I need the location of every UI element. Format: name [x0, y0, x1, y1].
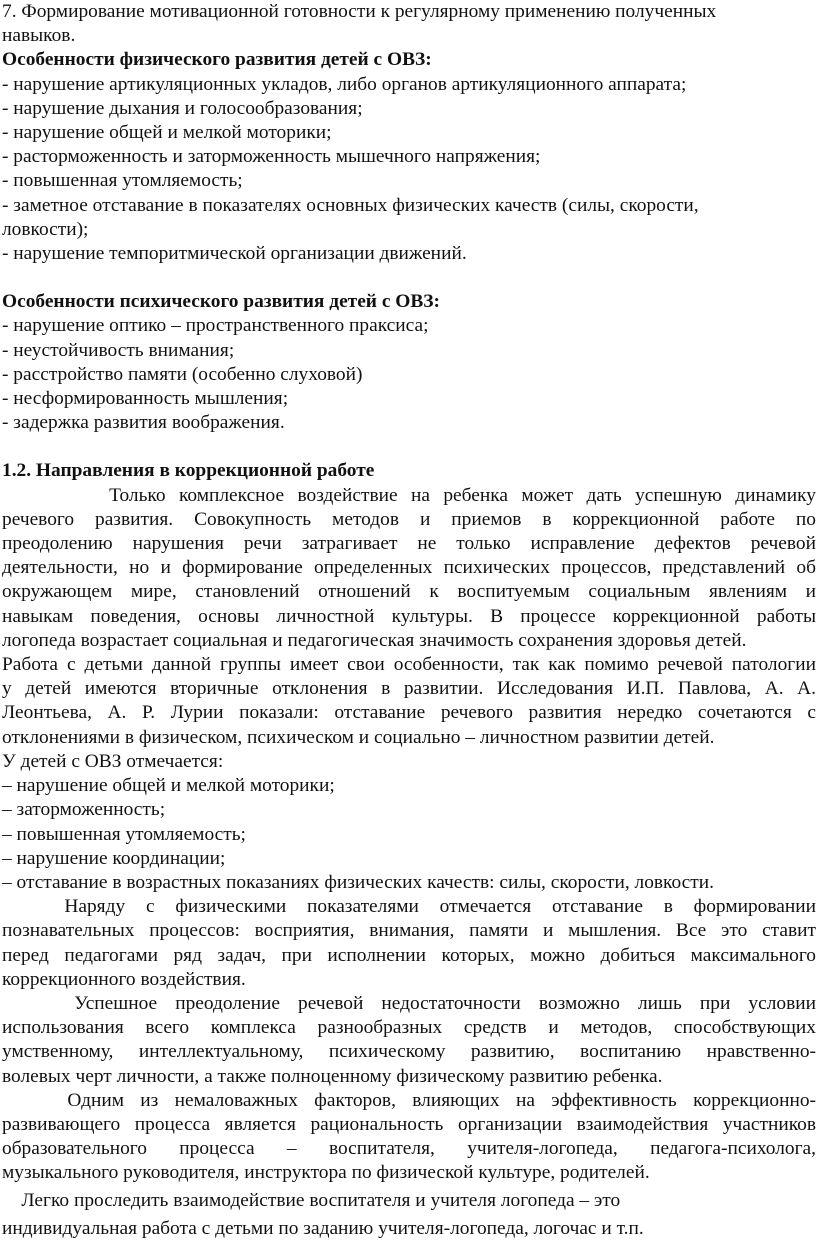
paragraph-line: умственному, интеллектуальному, психическому развитию, воспитанию нравственно- [2, 1041, 816, 1063]
list-item: - нарушение темпоритмической организации движений. [2, 243, 467, 265]
paragraph-line: познавательных процессов: восприятия, внимания, памяти и мышления. Все это ставит [2, 920, 816, 942]
mental-heading: Особенности психического развития детей с ОВЗ: [2, 291, 440, 313]
paragraph-line: у детей имеются вторичные отклонения в развитии. Исследования И.П. Павлова, А. А. [2, 678, 816, 700]
paragraph-line: Успешное преодоление речевой недостаточности возможно лишь при условии [2, 992, 816, 1014]
list-item: - расстройство памяти (особенно слуховой) [2, 363, 363, 385]
list-item: - нарушение артикуляционных укладов, либо органов артикуляционного аппарата; [2, 73, 687, 95]
paragraph-line: преодолению нарушения речи затрагивает не только исправление дефектов речевой [2, 533, 816, 555]
list-item: - задержка развития воображения. [2, 412, 285, 434]
paragraph-line: Наряду с физическими показателями отмечается отставание в формировании [2, 896, 816, 918]
spacer [2, 266, 816, 290]
paragraph-line: музыкального руководителя, инструктора по физической культуре, родителей. [2, 1162, 650, 1184]
paragraph-line: логопеда возрастает социальная и педагогическая значимость сохранения здоровья детей. [2, 629, 747, 651]
paragraph-line: Работа с детьми данной группы имеет свои особенности, так как помимо речевой патологии [2, 654, 816, 676]
list-item: – повышенная утомляемость; [2, 823, 246, 845]
paragraph-line: окружающем мире, становлений отношений к воспитуемым социальным явлениям и [2, 581, 816, 603]
paragraph-line: использования всего комплекса разнообразных средств и методов, способствующих [2, 1017, 816, 1039]
paragraph-line: деятельности, но и формирование определенных психических процессов, представлений об [2, 557, 816, 579]
paragraph-line: Только комплексное воздействие на ребенка может дать успешную динамику [2, 484, 816, 506]
intro-line: навыков. [2, 25, 76, 47]
paragraph-line: индивидуальная работа с детьми по заданию учителя-логопеда, логочас и т.п. [2, 1217, 644, 1239]
paragraph-line: волевых черт личности, а также полноценному физическому развитию ребенка. [2, 1065, 663, 1087]
list-item: - нарушение общей и мелкой моторики; [2, 122, 332, 144]
paragraph-line: Леонтьева, А. Р. Лурии показали: отставание речевого развития нередко сочетаются с [2, 702, 816, 724]
list-item: ловкости); [2, 218, 89, 240]
list-item: – отставание в возрастных показаниях физических качеств: силы, скорости, ловкости. [2, 871, 714, 893]
list-item: - расторможенность и заторможенность мышечного напряжения; [2, 146, 541, 168]
physical-heading: Особенности физического развития детей с ОВЗ: [2, 49, 432, 71]
paragraph-line: Одним из немаловажных факторов, влияющих на эффективность коррекционно- [2, 1089, 816, 1111]
list-item: - заметное отставание в показателях основных физических качеств (силы, скорости, [2, 194, 699, 216]
intro-line: 7. Формирование мотивационной готовности к регулярному применению полученных [2, 1, 717, 22]
paragraph-line: коррекционного воздействия. [2, 968, 246, 990]
paragraph-line: У детей с ОВЗ отмечается: [2, 750, 224, 772]
paragraph-line: отклонениями в физическом, психическом и социально – личностном развитии детей. [2, 726, 715, 748]
spacer [2, 435, 816, 459]
list-item: - нарушение оптико – пространственного праксиса; [2, 315, 429, 337]
list-item: – нарушение координации; [2, 847, 226, 869]
paragraph-line: навыкам поведения, основы личностной культуры. В процессе коррекционной работы [2, 605, 816, 627]
paragraph-line: речевого развития. Совокупность методов и приемов в коррекционной работе по [2, 508, 816, 530]
list-item: – заторможенность; [2, 799, 166, 821]
paragraph-line: развивающего процесса является рациональность организации взаимодействия участников [2, 1113, 816, 1135]
list-item: – нарушение общей и мелкой моторики; [2, 775, 335, 797]
list-item: - несформированность мышления; [2, 388, 289, 410]
paragraph-line: перед педагогами ряд задач, при исполнении которых, можно добиться максимального [2, 944, 816, 966]
paragraph-line: Легко проследить взаимодействие воспитателя и учителя логопеда – это [2, 1189, 621, 1211]
list-item: - неустойчивость внимания; [2, 339, 235, 361]
list-item: - нарушение дыхания и голосообразования; [2, 97, 363, 119]
list-item: - повышенная утомляемость; [2, 170, 243, 192]
paragraph-line: образовательного процесса – воспитателя, учителя-логопеда, педагога-психолога, [2, 1138, 816, 1160]
section-heading: 1.2. Направления в коррекционной работе [2, 460, 375, 482]
